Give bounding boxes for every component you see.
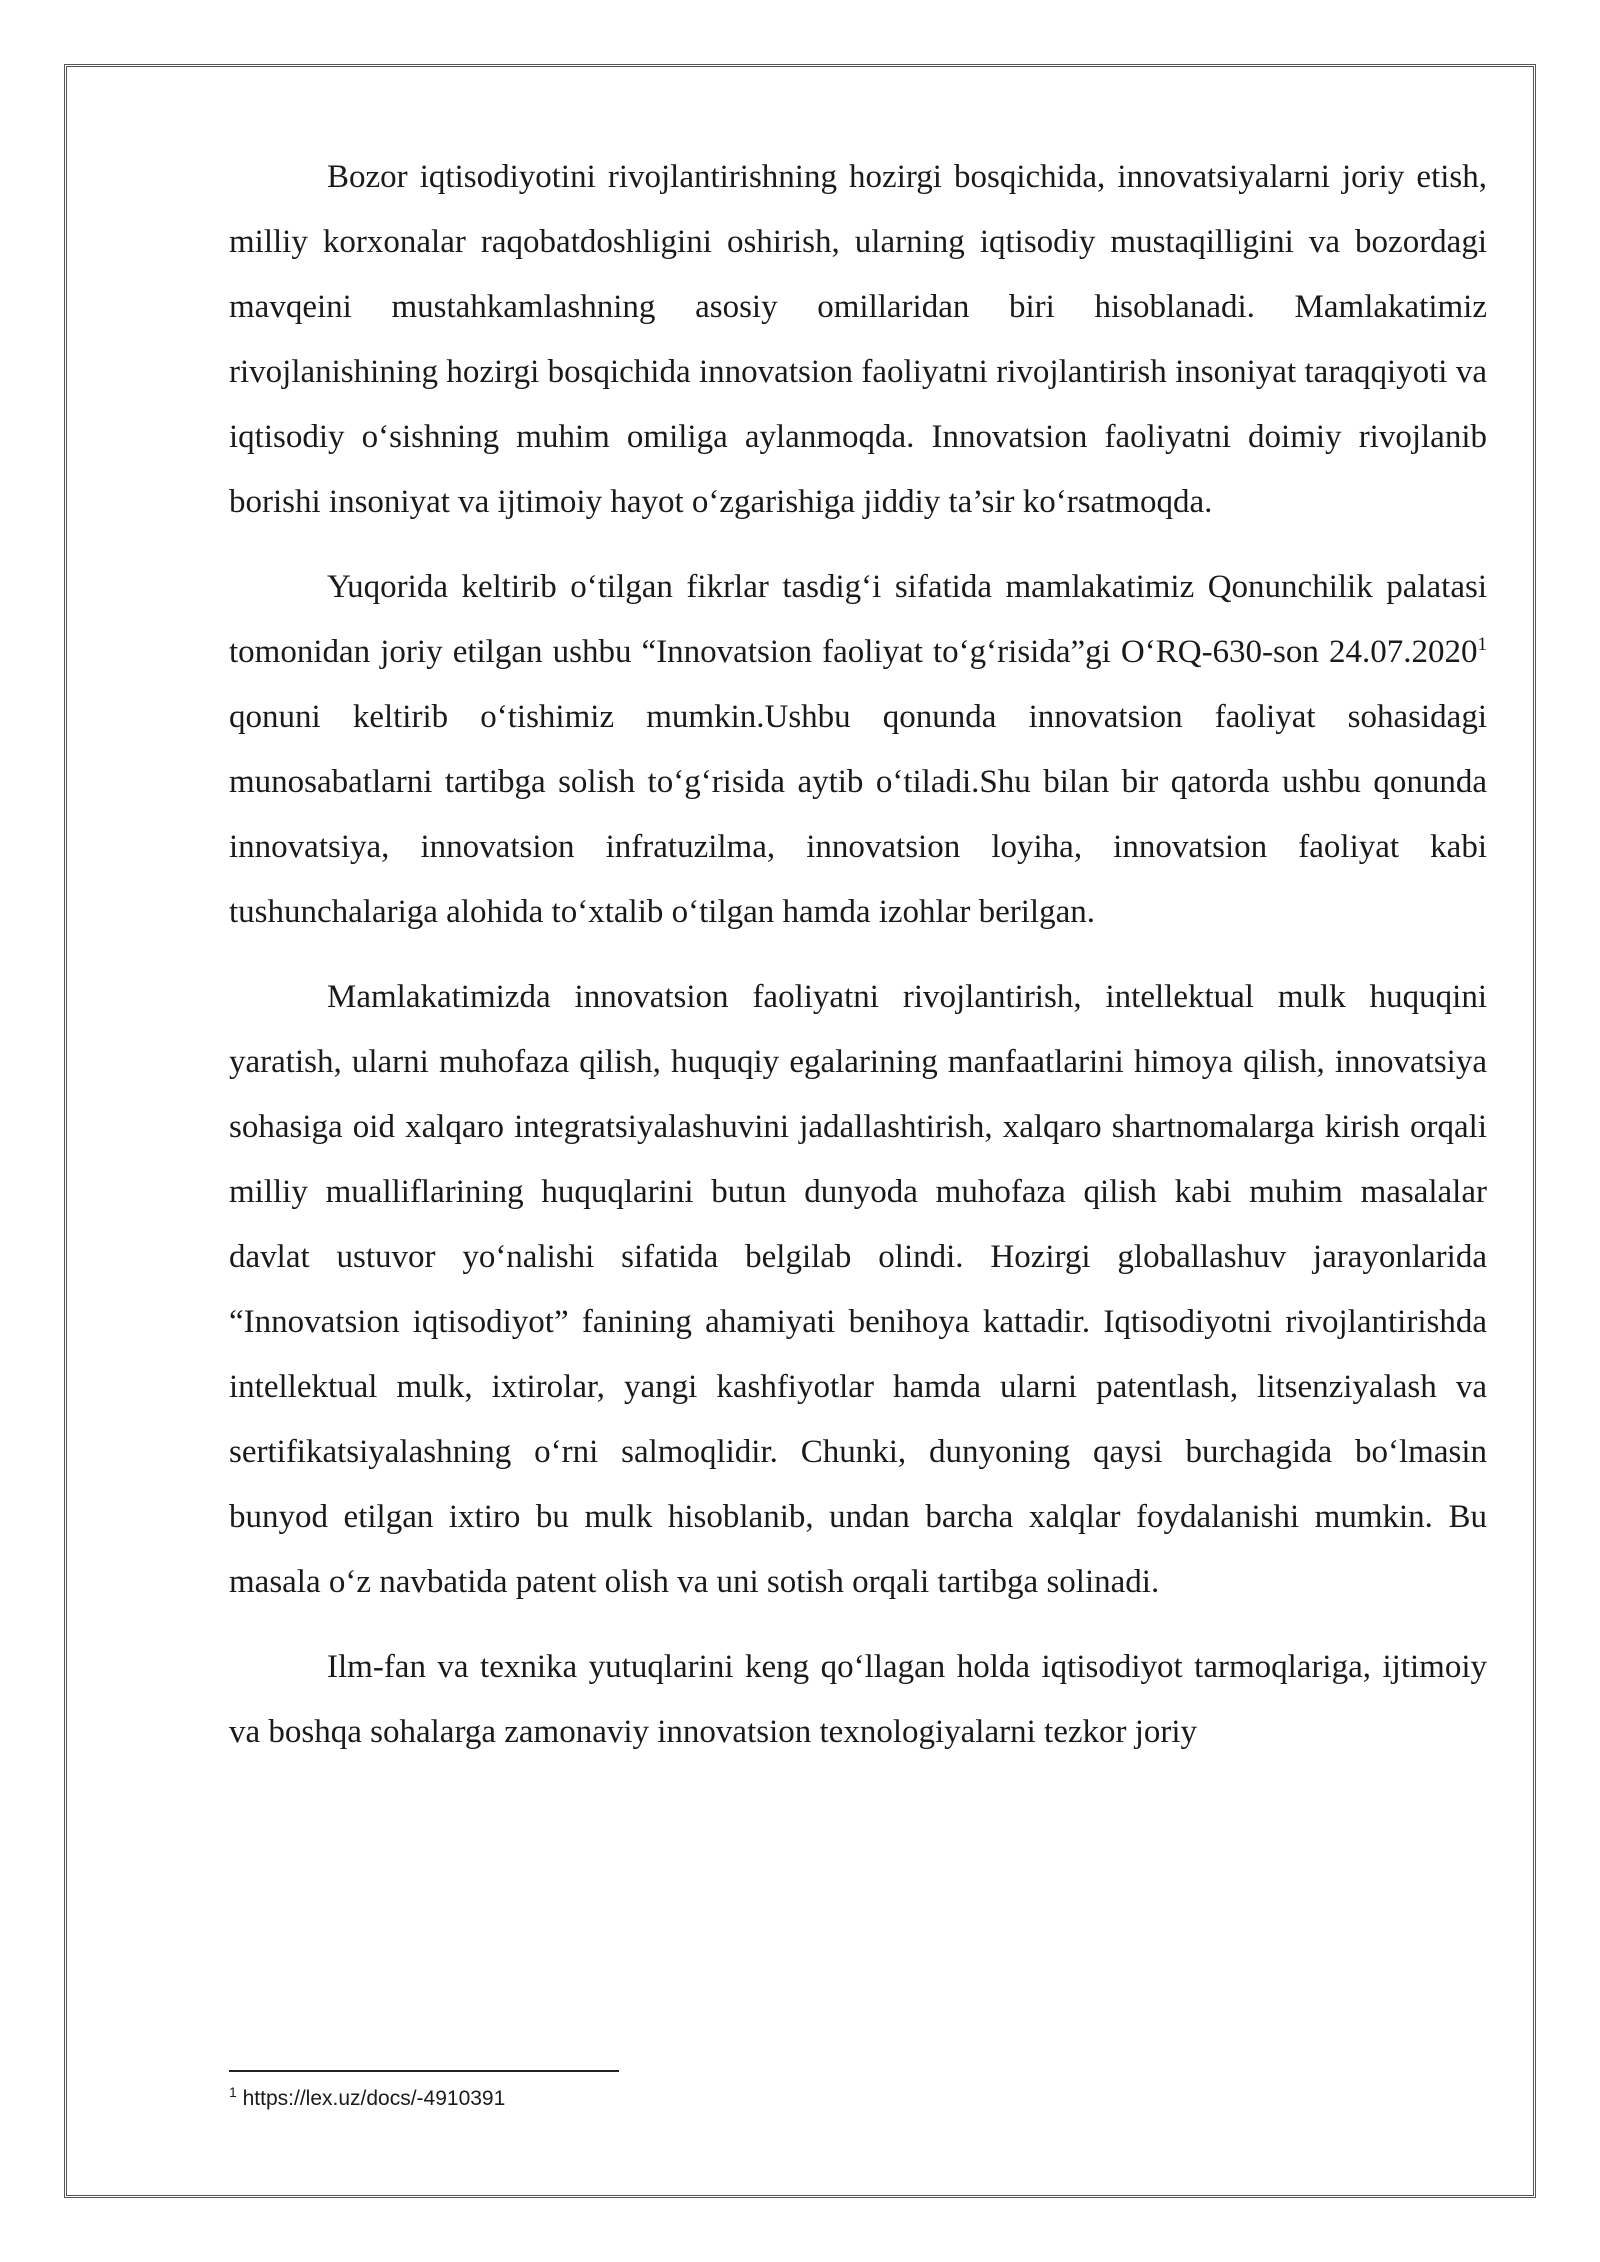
footnote-separator [229,2070,619,2072]
paragraph-2 [229,555,1487,945]
paragraph-2-text-b: qonuni keltirib o‘tishimiz mumkin.Ushbu qonunda innovatsion faoliyat sohasidagi munosabatlarni tartibga solish to‘g‘risida aytib o‘tiladi.Shu bilan bir qatorda ushbu qonunda innovatsiya, innovatsion infratuzilma, innovatsion loyiha, innovatsion faoliyat kabi tushunchalariga alohida to‘xtalib o‘tilgan hamda izohlar berilgan. [229,699,1487,930]
footnote-marker: 1 [229,2084,237,2100]
paragraph-4: Ilm-fan va texnika yutuqlarini keng qo‘llagan holda iqtisodiyot tarmoqlariga, ijtimoiy va boshqa sohalarga zamonaviy innovatsion texnologiyalarni tezkor joriy [229,1649,1487,1750]
footnote-reference: 1 [1477,634,1487,655]
footnote-link[interactable]: https://lex.uz/docs/-4910391 [236,2087,506,2110]
paragraph-2-text-a: Yuqorida keltirib o‘tilgan fikrlar tasdig‘i sifatida mamlakatimiz Qonunchilik palatasi tomonidan joriy etilgan ushbu “Innovatsion faoliyat to‘g‘risida”gi O‘RQ-630-son 24.07.2020 [229,569,1487,670]
footnote [229,2084,505,2114]
paragraph-3: Mamlakatimizda innovatsion faoliyatni rivojlantirish, intellektual mulk huquqini yaratish, ularni muhofaza qilish, huquqiy egalarining manfaatlarini himoya qilish, innovatsiya sohasiga oid xalqaro integratsiyalashuvini jadallashtirish, xalqaro shartnomalarga kirish orqali milliy mualliflarining huquqlarini butun dunyoda muhofaza qilish kabi muhim masalalar davlat ustuvor yo‘nalishi sifatida belgilab olindi. Hozirgi globallashuv jarayonlarida “Innovatsion iqtisodiyot” fanining ahamiyati benihoya kattadir. Iqtisodiyotni rivojlantirishda intellektual mulk, ixtirolar, yangi kashfiyotlar hamda ularni patentlash, litsenziyalash va sertifikatsiyalashning o‘rni salmoqlidir. Chunki, dunyoning qaysi burchagida bo‘lmasin bunyod etilgan ixtiro bu mulk hisoblanib, undan barcha xalqlar foydalanishi mumkin. Bu masala o‘z navbatida patent olish va uni sotish orqali tartibga solinadi. [229,979,1487,1600]
document-body [229,145,1487,1785]
paragraph-1: Bozor iqtisodiyotini rivojlantirishning hozirgi bosqichida, innovatsiyalarni joriy etish, milliy korxonalar raqobatdoshligini oshirish, ularning iqtisodiy mustaqilligini va bozordagi mavqeini mustahkamlashning asosiy omillaridan biri hisoblanadi. Mamlakatimiz rivojlanishining hozirgi bosqichida innovatsion faoliyatni rivojlantirish insoniyat taraqqiyoti va iqtisodiy o‘sishning muhim omiliga aylanmoqda. Innovatsion faoliyatni doimiy rivojlanib borishi insoniyat va ijtimoiy hayot o‘zgarishiga jiddiy ta’sir ko‘rsatmoqda. [229,159,1487,520]
